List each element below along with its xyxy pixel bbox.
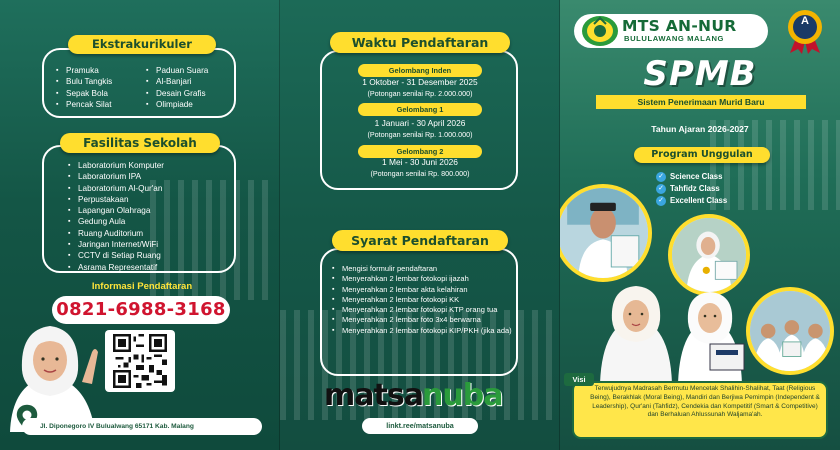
syarat-list — [332, 264, 512, 336]
list-item: ▪ Mengisi formulir pendaftaran — [332, 264, 512, 274]
list-item: ▪ Gedung Aula — [68, 216, 164, 227]
middle-panel — [280, 0, 560, 450]
program-label: Science Class — [670, 172, 723, 182]
left-panel — [0, 0, 280, 450]
qr-code[interactable] — [105, 330, 175, 392]
school-name: MTS AN-NUR — [622, 17, 737, 35]
list-item: ▪ Laboratorium Komputer — [68, 160, 164, 171]
wave-2-note: (Potongan senilai Rp. 800.000) — [370, 169, 470, 178]
check-icon: ✓ — [656, 196, 666, 206]
student-photo-1 — [560, 184, 652, 282]
list-item: ▪ Desain Grafis — [146, 88, 208, 99]
wave-inden-note: (Potongan senilai Rp. 2.000.000) — [367, 89, 473, 98]
spmb-subtitle: Sistem Penerimaan Murid Baru — [596, 95, 806, 109]
list-item: ▪ CCTV di Setiap Ruang — [68, 250, 164, 261]
list-item: ▪ Ruang Auditorium — [68, 228, 164, 239]
check-icon: ✓ — [656, 172, 666, 182]
program-item-tahfidz — [656, 184, 720, 194]
wave-inden-date: 1 Oktober - 31 Desember 2025 — [362, 77, 478, 87]
ekstrakurikuler-title: Ekstrakurikuler — [68, 35, 216, 54]
logo-text-nuba: nuba — [422, 378, 503, 413]
list-item: ▪ Laboratorium IPA — [68, 171, 164, 182]
list-item: ▪ Menyerahkan 2 lembar fotokopi ijazah — [332, 274, 512, 284]
students-hijab-image — [596, 284, 756, 384]
matsanuba-logo — [324, 378, 516, 412]
syarat-title: Syarat Pendaftaran — [332, 230, 508, 251]
list-item: ▪ Asrama Representatif — [68, 262, 164, 273]
student-boy-image — [560, 188, 648, 278]
check-icon: ✓ — [656, 184, 666, 194]
visi-text: Terwujudnya Madrasah Bermutu Mencetak Shalihin-Shalihat, Taat (Religious Being), Berakhlak (Moral Being), Mandiri dan Berjiwa Pemimpin (Independent & Leadership), Qur'ani (Tahfidz), Cendekia dan Kompetitif (Smart & Competitive) dan Berhaluan Ahlussunah Waljama'ah. — [590, 385, 820, 419]
school-location: BULULAWANG MALANG — [624, 34, 725, 43]
program-title: Program Unggulan — [634, 147, 770, 163]
list-item: ▪ Menyerahkan 2 lembar fotokopi KK — [332, 295, 512, 305]
program-item-science — [656, 172, 722, 182]
list-item: ▪ Perpustakaan — [68, 194, 164, 205]
wave-inden-label: Gelombang Inden — [358, 64, 482, 77]
school-logo-icon — [580, 15, 620, 47]
student-group-image — [750, 291, 830, 371]
qr-code-icon — [109, 334, 171, 388]
list-item: ▪ Al-Banjari — [146, 76, 208, 87]
wave-1-note: (Potongan senilai Rp. 1.000.000) — [367, 130, 473, 139]
list-item: ▪ Olimpiade — [146, 99, 208, 110]
wave-2-date: 1 Mei - 30 Juni 2026 — [382, 157, 458, 167]
school-address: Jl. Diponegoro IV Bulualwang 65171 Kab. Malang — [22, 418, 262, 435]
wave-1-date: 1 Januari - 30 April 2026 — [374, 118, 466, 128]
program-item-excellent — [656, 196, 727, 206]
logo-text-matsa: matsa — [324, 378, 423, 413]
list-item: ▪ Jaringan Internet/WiFi — [68, 239, 164, 250]
waktu-title: Waktu Pendaftaran — [330, 32, 510, 53]
list-item: ▪ Lapangan Olahraga — [68, 205, 164, 216]
accreditation-grade: A — [801, 15, 809, 27]
spmb-title: SPMB — [643, 54, 757, 94]
list-item: ▪ Menyerahkan 2 lembar foto 3x4 berwarna — [332, 315, 512, 325]
student-photo-3 — [746, 287, 834, 375]
list-item: ▪ Bulu Tangkis — [56, 76, 112, 87]
ekstrakurikuler-list-1 — [56, 65, 112, 110]
ekstrakurikuler-list-2 — [146, 65, 208, 110]
list-item: ▪ Pencak Silat — [56, 99, 112, 110]
list-item: ▪ Menyerahkan 2 lembar fotokopi KIP/PKH (jika ada) — [332, 326, 512, 336]
list-item: ▪ Paduan Suara — [146, 65, 208, 76]
linktree-link[interactable]: linkt.ree/matsanuba — [362, 418, 478, 434]
list-item: ▪ Menyerahkan 2 lembar fotokopi KTP orang tua — [332, 305, 512, 315]
list-item: ▪ Menyerahkan 2 lembar akta kelahiran — [332, 285, 512, 295]
list-item: ▪ Pramuka — [56, 65, 112, 76]
info-label: Informasi Pendaftaran — [91, 281, 193, 292]
program-label: Excellent Class — [670, 196, 728, 206]
student-girl-medal-image — [672, 218, 746, 292]
list-item: ▪ Laboratorium Al-Qur'an — [68, 183, 164, 194]
phone-number[interactable]: 0821-6988-3168 — [52, 296, 230, 324]
program-label: Tahfidz Class — [670, 184, 720, 194]
wave-1-label: Gelombang 1 — [358, 103, 482, 116]
fasilitas-title: Fasilitas Sekolah — [60, 133, 220, 153]
academic-year: Tahun Ajaran 2026-2027 — [651, 124, 749, 134]
fasilitas-list — [68, 160, 164, 273]
right-panel — [560, 0, 840, 450]
list-item: ▪ Sepak Bola — [56, 88, 112, 99]
visi-label: Visi — [564, 373, 594, 386]
wave-2-label: Gelombang 2 — [358, 145, 482, 158]
